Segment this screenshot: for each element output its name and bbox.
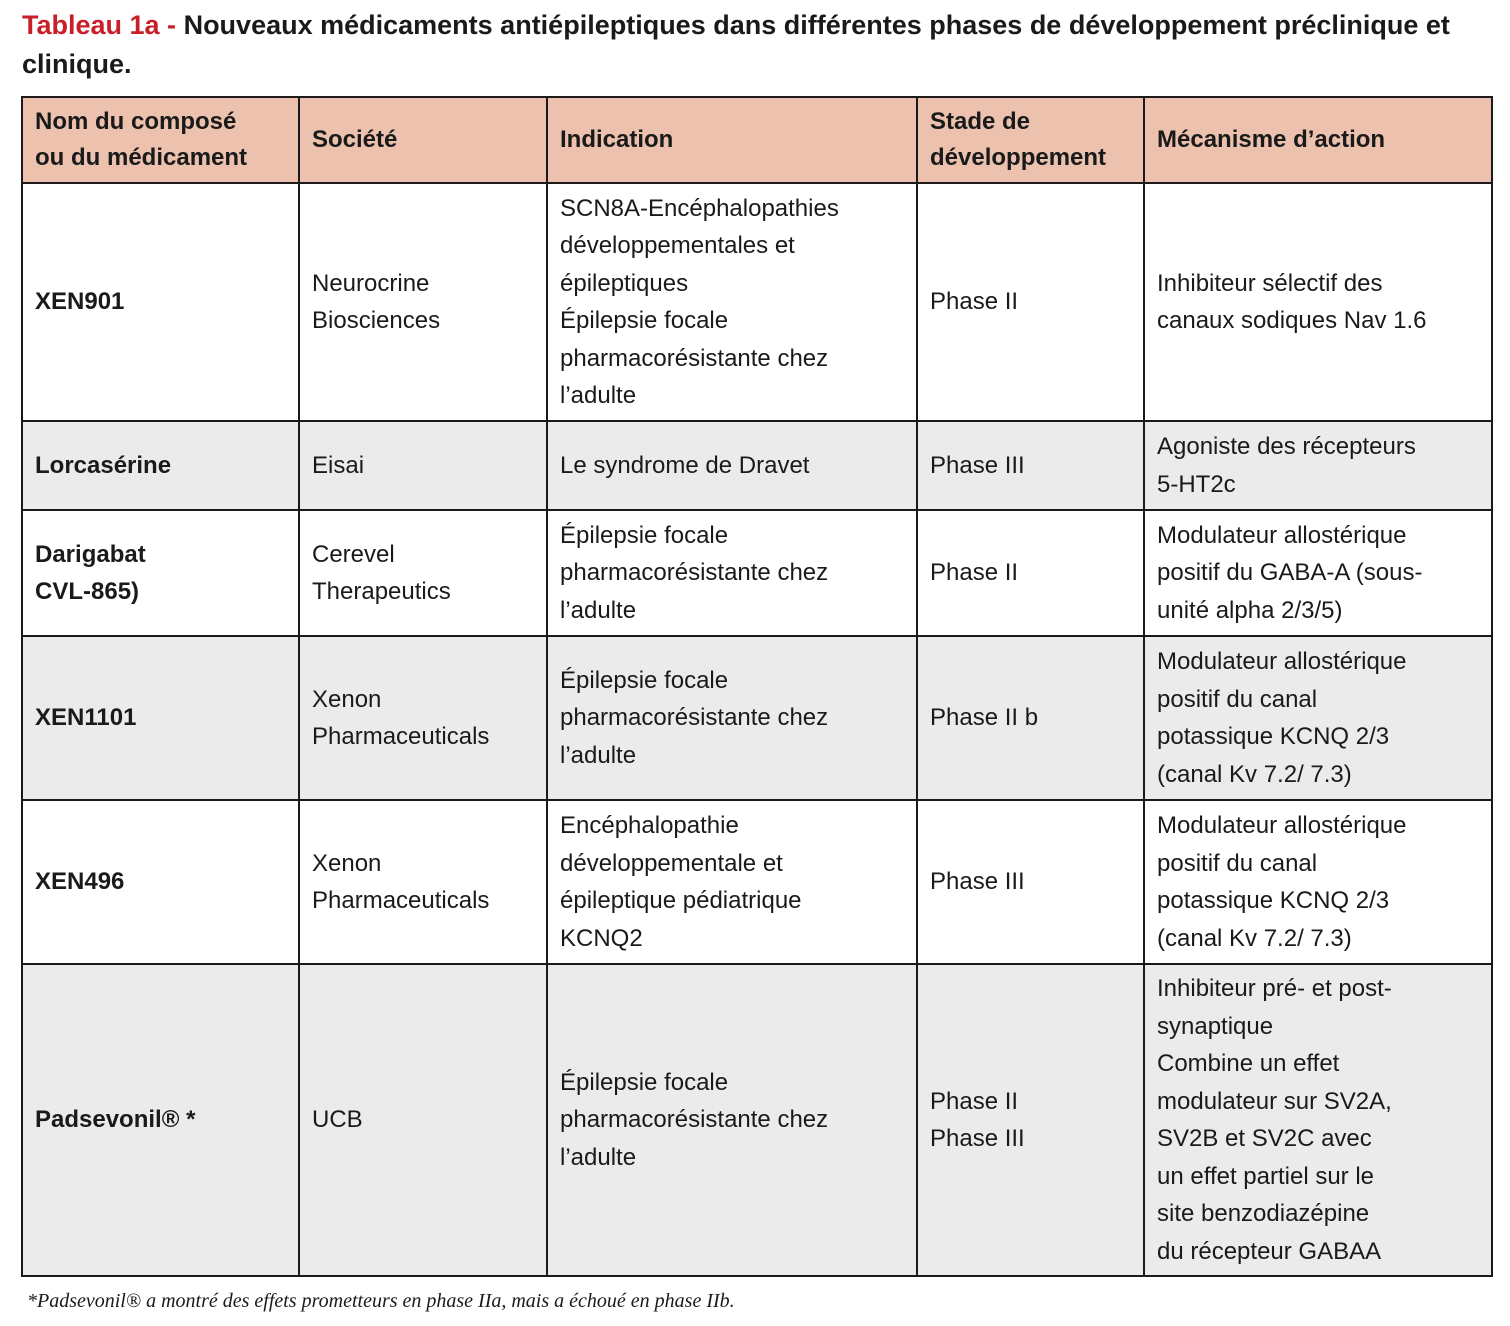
cell-line: positif du GABA-A (sous-	[1157, 559, 1423, 587]
cell-line: Inhibiteur sélectif des	[1157, 269, 1383, 297]
cell-line: développementales et	[560, 232, 795, 259]
cell-mechanism	[1144, 800, 1492, 964]
cell-line: l’adulte	[560, 1143, 637, 1171]
cell-line: Eisai	[312, 451, 365, 479]
header-line: Mécanisme d’action	[1157, 126, 1386, 153]
header-company	[299, 97, 547, 183]
cell-indication	[547, 183, 917, 421]
cell-line: CVL-865)	[35, 578, 140, 605]
table-title-text: Nouveaux médicaments antiépileptiques dans différentes phases de développement préclinique et clinique.	[22, 10, 1450, 79]
cell-company	[299, 800, 547, 964]
cell-line: XEN1101	[35, 704, 137, 732]
cell-mechanism	[1144, 421, 1492, 510]
cell-line: Phase II	[930, 1087, 1019, 1115]
cell-line: SV2B et SV2C avec	[1157, 1125, 1372, 1152]
table-row	[22, 964, 1492, 1276]
cell-compound	[22, 800, 299, 964]
cell-line: positif du canal	[1157, 685, 1318, 713]
header-indication	[547, 97, 917, 183]
cell-line: 5-HT2c	[1157, 470, 1236, 498]
header-line: Société	[312, 126, 398, 153]
cell-mechanism	[1144, 636, 1492, 800]
cell-line: UCB	[312, 1106, 363, 1134]
cell-line: Therapeutics	[312, 578, 451, 605]
cell-mechanism	[1144, 510, 1492, 636]
cell-stage	[917, 421, 1144, 510]
cell-line: Le syndrome de Dravet	[560, 451, 810, 479]
cell-line: un effet partiel sur le	[1157, 1162, 1375, 1190]
cell-line: du récepteur GABAA	[1157, 1237, 1382, 1265]
cell-line: Combine un effet	[1157, 1050, 1340, 1077]
cell-line: l’adulte	[560, 596, 637, 624]
cell-line: Épilepsie focale	[560, 307, 729, 334]
cell-line: Phase II	[930, 559, 1019, 587]
cell-line: Phase II	[930, 288, 1019, 316]
cell-line: modulateur sur SV2A,	[1157, 1087, 1392, 1115]
cell-line: potassique KCNQ 2/3	[1157, 723, 1390, 750]
header-stage	[917, 97, 1144, 183]
cell-line: KCNQ2	[560, 924, 643, 952]
cell-indication	[547, 636, 917, 800]
header-line: Indication	[560, 126, 674, 153]
cell-compound	[22, 636, 299, 800]
cell-line: Modulateur allostérique	[1157, 521, 1407, 549]
cell-line: Agoniste des récepteurs	[1157, 433, 1416, 460]
cell-line: pharmacorésistante chez	[560, 704, 829, 732]
cell-stage	[917, 636, 1144, 800]
cell-line: Encéphalopathie	[560, 812, 739, 839]
cell-line: Xenon	[312, 849, 382, 877]
table-row	[22, 800, 1492, 964]
header-compound	[22, 97, 299, 183]
cell-indication	[547, 510, 917, 636]
cell-line: épileptique pédiatrique	[560, 887, 802, 914]
cell-line: Épilepsie focale	[560, 521, 729, 549]
cell-line: positif du canal	[1157, 849, 1318, 877]
cell-mechanism	[1144, 183, 1492, 421]
cell-mechanism	[1144, 964, 1492, 1276]
drug-table	[21, 96, 1493, 1277]
cell-line: Phase III	[930, 1125, 1025, 1152]
header-mechanism	[1144, 97, 1492, 183]
cell-compound	[22, 421, 299, 510]
table-number: Tableau 1a -	[22, 10, 177, 40]
header-line: ou du médicament	[35, 144, 248, 171]
cell-line: pharmacorésistante chez	[560, 344, 829, 372]
cell-line: développementale et	[560, 849, 783, 877]
cell-line: l’adulte	[560, 741, 637, 769]
cell-line: Phase III	[930, 451, 1025, 479]
table-row	[22, 510, 1492, 636]
cell-stage	[917, 510, 1144, 636]
cell-line: épileptiques	[560, 269, 689, 297]
cell-line: site benzodiazépine	[1157, 1200, 1370, 1227]
cell-line: Inhibiteur pré- et post-	[1157, 975, 1392, 1002]
cell-stage	[917, 964, 1144, 1276]
cell-line: SCN8A-Encéphalopathies	[560, 194, 839, 222]
cell-line: Biosciences	[312, 307, 441, 334]
cell-line: Pharmaceuticals	[312, 887, 490, 914]
cell-line: (canal Kv 7.2/ 7.3)	[1157, 924, 1352, 952]
cell-compound	[22, 510, 299, 636]
header-line: Stade de	[930, 108, 1031, 135]
cell-line: Épilepsie focale	[560, 666, 729, 694]
cell-line: XEN901	[35, 288, 125, 316]
footnote: *Padsevonil® a montré des effets prometteurs en phase IIa, mais a échoué en phase IIb.	[27, 1290, 735, 1312]
header-line: développement	[930, 144, 1107, 171]
cell-line: Padsevonil® *	[35, 1106, 196, 1134]
cell-line: pharmacorésistante chez	[560, 559, 829, 587]
cell-line: pharmacorésistante chez	[560, 1106, 829, 1134]
cell-company	[299, 636, 547, 800]
table-row	[22, 183, 1492, 421]
table-row	[22, 421, 1492, 510]
cell-indication	[547, 800, 917, 964]
cell-compound	[22, 183, 299, 421]
cell-line: Modulateur allostérique	[1157, 812, 1407, 839]
cell-stage	[917, 800, 1144, 964]
cell-stage	[917, 183, 1144, 421]
cell-line: Lorcasérine	[35, 451, 172, 479]
cell-line: Darigabat	[35, 540, 146, 568]
cell-line: potassique KCNQ 2/3	[1157, 887, 1390, 914]
cell-company	[299, 421, 547, 510]
header-row	[22, 97, 1492, 183]
cell-company	[299, 510, 547, 636]
cell-line: Modulateur allostérique	[1157, 648, 1407, 675]
cell-company	[299, 183, 547, 421]
cell-line: unité alpha 2/3/5)	[1157, 596, 1343, 624]
cell-line: synaptique	[1157, 1012, 1274, 1040]
cell-indication	[547, 964, 917, 1276]
cell-line: canaux sodiques Nav 1.6	[1157, 307, 1427, 334]
cell-line: XEN496	[35, 868, 125, 896]
cell-line: Épilepsie focale	[560, 1068, 729, 1096]
cell-line: Neurocrine	[312, 269, 430, 297]
cell-line: Pharmaceuticals	[312, 723, 490, 750]
header-line: Nom du composé	[35, 108, 237, 135]
cell-line: l’adulte	[560, 382, 637, 409]
table-row	[22, 636, 1492, 800]
cell-line: Phase III	[930, 868, 1025, 896]
cell-indication	[547, 421, 917, 510]
cell-company	[299, 964, 547, 1276]
cell-line: Cerevel	[312, 540, 395, 568]
cell-compound	[22, 964, 299, 1276]
table-title	[22, 6, 1492, 84]
cell-line: Phase II b	[930, 704, 1039, 732]
cell-line: (canal Kv 7.2/ 7.3)	[1157, 760, 1352, 788]
cell-line: Xenon	[312, 685, 382, 713]
